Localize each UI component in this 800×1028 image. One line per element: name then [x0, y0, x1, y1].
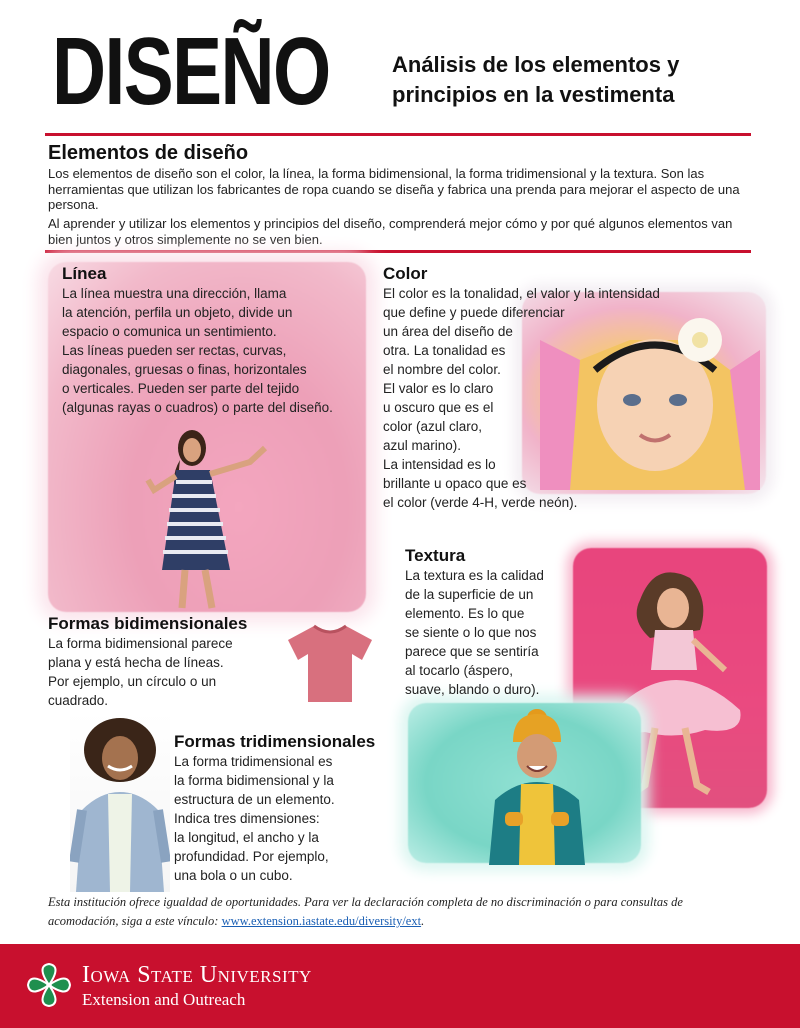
university-name: Iowa State University [82, 962, 312, 988]
color-line: El valor es lo claro [383, 381, 494, 396]
subtitle-line-1: Análisis de los elementos y [392, 52, 680, 77]
color-line: color (azul claro, [383, 419, 483, 434]
textura-line: se siente o lo que nos [405, 625, 537, 640]
bidim-line: Por ejemplo, un círculo o un [48, 674, 217, 689]
color-line: u oscuro que es el [383, 400, 494, 415]
girl-winter-jacket-photo [475, 700, 595, 865]
color-heading: Color [383, 264, 428, 283]
tridim-line: estructura de un elemento. [174, 792, 335, 807]
linea-line: la atención, perfila un objeto, divide un [62, 305, 293, 320]
top-divider [45, 133, 751, 136]
svg-text:H: H [45, 981, 53, 991]
textura-line: suave, blando o duro). [405, 682, 540, 697]
bidim-heading: Formas bidimensionales [48, 614, 248, 633]
linea-heading: Línea [62, 264, 107, 283]
intro-paragraph-2: Al aprender y utilizar los elementos y principios del diseño, comprenderá mejor cómo y por qué algunos elementos van bien juntos y otros simplemente no se ven bien. [48, 216, 733, 247]
color-line: La intensidad es lo [383, 457, 496, 472]
bidim-line: La forma bidimensional parece [48, 636, 233, 651]
boy-denim-jacket-photo [70, 712, 170, 892]
bidim-line: plana y está hecha de líneas. [48, 655, 224, 670]
textura-line: parece que se sentiría [405, 644, 539, 659]
tshirt-icon [286, 622, 374, 704]
color-line: que define y puede diferenciar [383, 305, 565, 320]
bidim-line: cuadrado. [48, 693, 109, 708]
intro-heading: Elementos de diseño [48, 142, 249, 164]
intro-divider [45, 250, 751, 253]
notice-text: Esta institución ofrece igualdad de oportunidades. Para ver la declaración completa de no discriminación o para consultas de acomodación, siga a este vínculo: [48, 895, 683, 928]
linea-line: Las líneas pueden ser rectas, curvas, [62, 343, 287, 358]
tridim-heading: Formas tridimensionales [174, 732, 376, 751]
textura-line: elemento. Es lo que [405, 606, 525, 621]
bidim-body [48, 634, 288, 710]
tridim-body [174, 752, 404, 885]
notice-end: . [421, 914, 425, 928]
linea-line: espacio o comunica un sentimiento. [62, 324, 277, 339]
color-line: el nombre del color. [383, 362, 501, 377]
page-title: DISEÑO [52, 18, 330, 125]
tridim-line: Indica tres dimensiones: [174, 811, 320, 826]
textura-body [405, 566, 575, 699]
textura-line: La textura es la calidad [405, 568, 544, 583]
subtitle-line-2: principios en la vestimenta [392, 82, 675, 107]
linea-line: o verticales. Pueden ser parte del tejido [62, 381, 300, 396]
color-line: otra. La tonalidad es [383, 343, 506, 358]
tridim-line: una bola o un cubo. [174, 868, 293, 883]
diversity-link[interactable]: www.extension.iastate.edu/diversity/ext [221, 914, 422, 928]
color-line: el color (verde 4-H, verde neón). [383, 495, 578, 510]
textura-heading: Textura [405, 546, 466, 565]
tridim-line: profundidad. Por ejemplo, [174, 849, 329, 864]
linea-body [62, 284, 362, 417]
linea-line: (algunas rayas o cuadros) o parte del diseño. [62, 400, 333, 415]
color-line: azul marino). [383, 438, 462, 453]
linea-line: diagonales, gruesas o finas, horizontales [62, 362, 307, 377]
color-body [383, 284, 753, 512]
color-line: El color es la tonalidad, el valor y la intensidad [383, 286, 660, 301]
girl-striped-dress-photo [140, 420, 280, 615]
intro-paragraph-1: Los elementos de diseño son el color, la línea, la forma bidimensional, la forma tridimensional y la textura. Son las herramientas que utilizan los fabricantes de ropa cuando se diseña y fabrica una prenda para mejorar el aspecto de una persona. [48, 166, 740, 212]
four-h-clover-icon [26, 962, 72, 1008]
textura-line: de la superficie de un [405, 587, 534, 602]
tridim-line: la longitud, el ancho y la [174, 830, 319, 845]
color-line: un área del diseño de [383, 324, 513, 339]
tridim-line: La forma tridimensional es [174, 754, 333, 769]
tridim-line: la forma bidimensional y la [174, 773, 334, 788]
linea-line: La línea muestra una dirección, llama [62, 286, 287, 301]
extension-unit: Extension and Outreach [82, 990, 246, 1009]
page-subtitle [392, 50, 679, 110]
color-line: brillante u opaco que es [383, 476, 527, 491]
non-discrimination-notice [48, 893, 748, 931]
textura-line: al tocarlo (áspero, [405, 663, 514, 678]
